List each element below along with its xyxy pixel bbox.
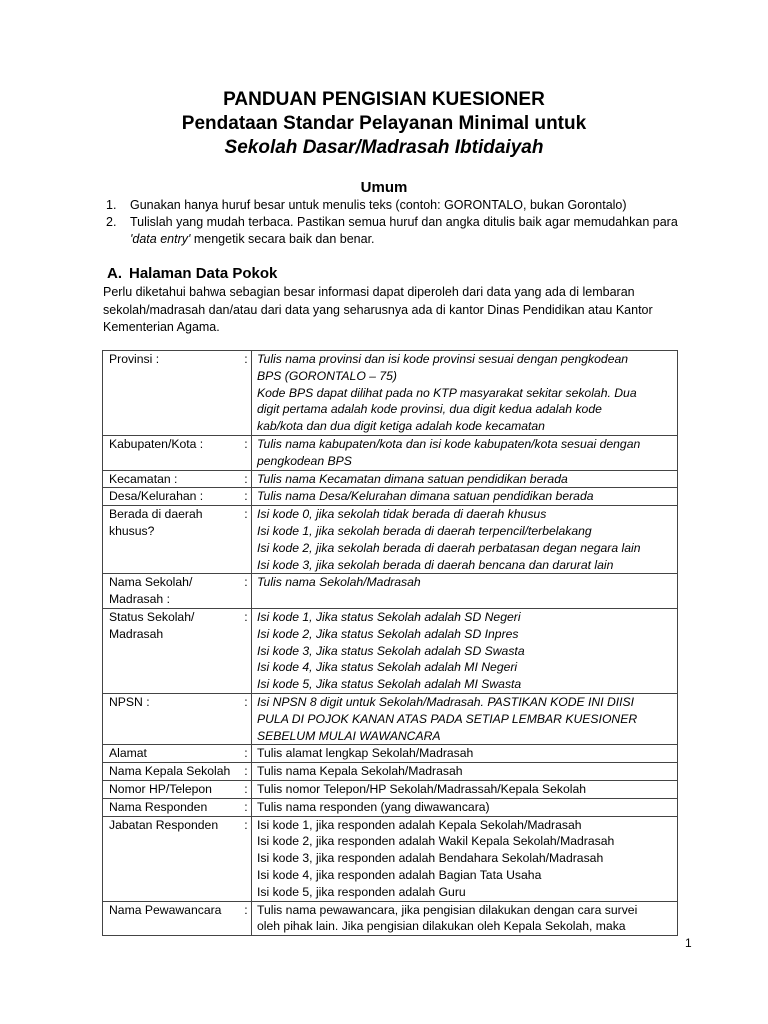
field-label <box>103 693 242 744</box>
field-colon: : <box>241 470 252 488</box>
field-label-line: Nomor HP/Telepon <box>109 781 212 796</box>
table-row <box>103 435 678 470</box>
field-label <box>103 488 242 506</box>
field-instruction <box>252 488 678 506</box>
table-row <box>103 574 678 609</box>
field-label-line: Provinsi : <box>109 352 160 366</box>
field-label-line: Nama Pewawancara <box>109 902 222 917</box>
intro-line: Kementerian Agama. <box>103 320 220 334</box>
list-item-text <box>130 214 696 248</box>
field-instruction <box>252 798 678 816</box>
instruction-line: Isi kode 1, jika sekolah berada di daerah terpencil/terbelakang <box>257 523 592 538</box>
field-label <box>103 816 242 901</box>
table-row <box>103 506 678 574</box>
title-line-3: Sekolah Dasar/Madrasah Ibtidaiyah <box>224 137 544 158</box>
instruction-line: Isi kode 3, jika sekolah berada di daerah bencana dan darurat lain <box>257 557 614 572</box>
instruction-line: Isi kode 1, jika responden adalah Kepala Sekolah/Madrasah <box>257 817 582 832</box>
field-instruction <box>252 763 678 781</box>
field-colon: : <box>241 763 252 781</box>
instruction-line: Isi kode 5, jika responden adalah Guru <box>257 884 466 899</box>
instruction-line: Kode BPS dapat dilihat pada no KTP masyarakat sekitar sekolah. Dua <box>257 385 637 400</box>
section-a-intro <box>103 284 683 337</box>
field-instruction <box>252 506 678 574</box>
field-instruction <box>252 780 678 798</box>
umum-list <box>106 197 696 248</box>
list-item-text: Gunakan hanya huruf besar untuk menulis teks (contoh: GORONTALO, bukan Gorontalo) <box>130 198 627 212</box>
field-colon: : <box>241 506 252 574</box>
instruction-line: SEBELUM MULAI WAWANCARA <box>257 728 441 743</box>
instruction-line: pengkodean BPS <box>257 453 352 468</box>
field-label <box>103 506 242 574</box>
instruction-line: Tulis nama provinsi dan isi kode provinsi sesuai dengan pengkodean <box>257 352 629 366</box>
instruction-line: Isi kode 3, jika responden adalah Bendahara Sekolah/Madrasah <box>257 851 604 866</box>
field-label-line: Kabupaten/Kota : <box>109 436 204 451</box>
field-instruction <box>252 435 678 470</box>
list-item-emphasis: 'data entry' <box>130 232 191 246</box>
field-label <box>103 351 242 436</box>
field-label-line: khusus? <box>109 523 155 538</box>
field-colon: : <box>241 574 252 609</box>
list-item-number: 2. <box>106 215 117 229</box>
title-line-1: PANDUAN PENGISIAN KUESIONER <box>223 89 545 110</box>
instruction-line: Isi kode 4, Jika status Sekolah adalah MI Negeri <box>257 660 518 675</box>
field-colon: : <box>241 816 252 901</box>
field-label <box>103 745 242 763</box>
instruction-line: Isi kode 2, jika sekolah berada di daerah perbatasan degan negara lain <box>257 540 641 555</box>
field-colon: : <box>241 608 252 693</box>
table-row <box>103 693 678 744</box>
instruction-line: oleh pihak lain. Jika pengisian dilakukan oleh Kepala Sekolah, maka <box>257 919 626 934</box>
field-instruction <box>252 574 678 609</box>
table-row <box>103 763 678 781</box>
instruction-line: Isi kode 3, Jika status Sekolah adalah SD Swasta <box>257 643 525 658</box>
field-instruction <box>252 351 678 436</box>
field-label-line: Nama Sekolah/ <box>109 575 193 590</box>
field-label <box>103 901 242 936</box>
field-label-line: NPSN : <box>109 694 150 709</box>
umum-heading: Umum <box>360 179 408 196</box>
field-label-line: Nama Responden <box>109 799 208 814</box>
list-item-number: 1. <box>106 198 117 212</box>
field-colon: : <box>241 693 252 744</box>
field-label-line: Alamat <box>109 746 147 761</box>
field-label <box>103 608 242 693</box>
instruction-line: Tulis nama responden (yang diwawancara) <box>257 799 490 814</box>
instruction-line: Tulis nama Kepala Sekolah/Madrasah <box>257 764 463 779</box>
section-a-heading <box>107 265 277 282</box>
list-item <box>106 214 696 248</box>
instruction-line: kab/kota dan dua digit ketiga adalah kode kecamatan <box>257 419 545 434</box>
list-item-text-a: Tulislah yang mudah terbaca. Pastikan semua huruf dan angka ditulis baik agar memudahkan para <box>130 215 678 229</box>
field-colon: : <box>241 435 252 470</box>
instruction-line: Isi kode 2, Jika status Sekolah adalah SD Inpres <box>257 626 519 641</box>
field-instruction <box>252 608 678 693</box>
field-label-line: Nama Kepala Sekolah <box>109 764 231 779</box>
section-title: Halaman Data Pokok <box>129 265 278 282</box>
data-pokok-table <box>102 350 678 936</box>
instruction-line: Tulis alamat lengkap Sekolah/Madrasah <box>257 746 474 761</box>
field-instruction <box>252 816 678 901</box>
page-number: 1 <box>685 936 692 950</box>
field-instruction <box>252 745 678 763</box>
instruction-line: Isi NPSN 8 digit untuk Sekolah/Madrasah. PASTIKAN KODE INI DIISI <box>257 694 635 709</box>
table-row <box>103 901 678 936</box>
intro-line: sekolah/madrasah dan/atau dari data yang seharusnya ada di kantor Dinas Pendidikan atau Kantor <box>103 302 653 317</box>
field-label <box>103 780 242 798</box>
table-row <box>103 488 678 506</box>
instruction-line: Tulis nama Sekolah/Madrasah <box>257 575 421 590</box>
instruction-line: Isi kode 0, jika sekolah tidak berada di daerah khusus <box>257 507 547 522</box>
field-colon: : <box>241 351 252 436</box>
table-row <box>103 351 678 436</box>
field-label <box>103 435 242 470</box>
field-instruction <box>252 901 678 936</box>
list-item <box>106 197 696 214</box>
field-label <box>103 798 242 816</box>
table-row <box>103 780 678 798</box>
intro-line: Perlu diketahui bahwa sebagian besar informasi dapat diperoleh dari data yang ada di lembaran <box>103 285 635 299</box>
instruction-line: BPS (GORONTALO – 75) <box>257 368 397 383</box>
field-label-line: Madrasah : <box>109 592 170 607</box>
field-colon: : <box>241 780 252 798</box>
field-label-line: Berada di daerah <box>109 507 203 522</box>
table-row <box>103 745 678 763</box>
instruction-line: Tulis nama kabupaten/kota dan isi kode kabupaten/kota sesuai dengan <box>257 436 641 451</box>
field-label <box>103 763 242 781</box>
instruction-line: Isi kode 5, Jika status Sekolah adalah MI Swasta <box>257 677 522 692</box>
field-label <box>103 470 242 488</box>
field-label-line: Kecamatan : <box>109 471 178 486</box>
instruction-line: Isi kode 1, Jika status Sekolah adalah SD Negeri <box>257 609 521 624</box>
instruction-line: digit pertama adalah kode provinsi, dua digit kedua adalah kode <box>257 402 602 417</box>
field-colon: : <box>241 488 252 506</box>
field-label-line: Desa/Kelurahan : <box>109 489 204 504</box>
instruction-line: PULA DI POJOK KANAN ATAS PADA SETIAP LEMBAR KUESIONER <box>257 711 638 726</box>
field-label-line: Status Sekolah/ <box>109 609 195 624</box>
section-letter: A. <box>107 265 122 282</box>
field-label <box>103 574 242 609</box>
instruction-line: Tulis nama Desa/Kelurahan dimana satuan pendidikan berada <box>257 489 594 504</box>
field-instruction <box>252 693 678 744</box>
instruction-line: Isi kode 4, jika responden adalah Bagian Tata Usaha <box>257 867 542 882</box>
instruction-line: Isi kode 2, jika responden adalah Wakil Kepala Sekolah/Madrasah <box>257 834 615 849</box>
title-block <box>0 88 768 160</box>
field-colon: : <box>241 901 252 936</box>
field-label-line: Madrasah <box>109 626 164 641</box>
field-colon: : <box>241 745 252 763</box>
list-item-text-b: mengetik secara baik dan benar. <box>190 232 375 246</box>
field-colon: : <box>241 798 252 816</box>
instruction-line: Tulis nama pewawancara, jika pengisian dilakukan dengan cara survei <box>257 902 638 917</box>
table-row <box>103 470 678 488</box>
field-label-line: Jabatan Responden <box>109 817 219 832</box>
instruction-line: Tulis nomor Telepon/HP Sekolah/Madrassah/Kepala Sekolah <box>257 781 587 796</box>
field-instruction <box>252 470 678 488</box>
instruction-line: Tulis nama Kecamatan dimana satuan pendidikan berada <box>257 471 568 486</box>
table-row <box>103 816 678 901</box>
table-row <box>103 798 678 816</box>
table-row <box>103 608 678 693</box>
title-line-2: Pendataan Standar Pelayanan Minimal untuk <box>181 113 587 134</box>
